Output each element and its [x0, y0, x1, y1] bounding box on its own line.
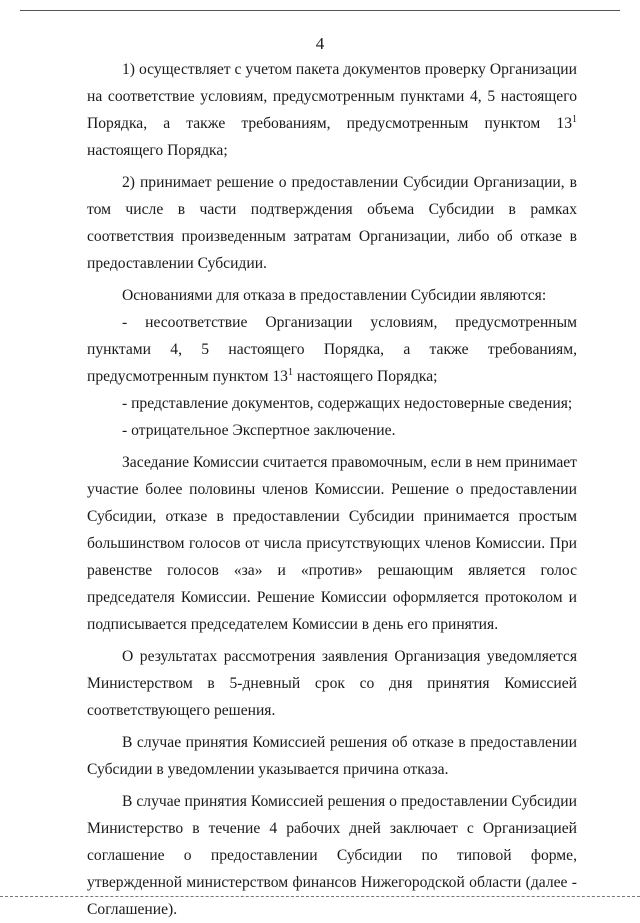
- list-item-false-documents: - представление документов, содержащих недостоверные сведения;: [122, 395, 573, 412]
- paragraph-refusal-reason: В случае принятия Комиссией решения об отказе в предоставлении Субсидии в уведомлении указывается причина отказа.: [87, 734, 577, 778]
- page-number: 4: [315, 34, 325, 53]
- paragraph-refusal-grounds: Основаниями для отказа в предоставлении Субсидии являются:: [122, 287, 547, 304]
- paragraph-check-documents: 1) осуществляет с учетом пакета документов проверку Организации на соответствие условиям, предусмотренным пунктами 4, 5 настоящего Порядка, а также требованиям, предусмотренным пунктом $13^1$ настоящего Порядка;: [87, 61, 577, 159]
- paragraph-decision: 2) принимает решение о предоставлении Субсидии Организации, в том числе в части подтверждения объема Субсидии в рамках соответствия произведенным затратам Организации, либо об отказе в предоставлении Субсидии.: [87, 174, 577, 272]
- document-body: [87, 56, 577, 923]
- top-border-line: [20, 10, 620, 11]
- list-item-noncompliance: - несоответствие Организации условиям, предусмотренным пунктами 4, 5 настоящего Порядка, а также требованиям, предусмотренным пунктом $13^1$ настоящего Порядка;: [87, 314, 577, 385]
- paragraph-agreement: В случае принятия Комиссией решения о предоставлении Субсидии Министерство в течение 4 рабочих дней заключает с Организацией соглашение о предоставлении Субсидии по типовой форме, утвержденной министерством финансов Нижегородской области (далее - Соглашение).: [87, 793, 577, 918]
- bottom-border-line: [0, 896, 640, 897]
- paragraph-commission-quorum: Заседание Комиссии считается правомочным, если в нем принимает участие более половины членов Комиссии. Решение о предоставлении Субсидии, отказе в предоставлении Субсидии принимается простым большинством голосов от числа присутствующих членов Комиссии. При равенстве голосов «за» и «против» решающим является голос председателя Комиссии. Решение Комиссии оформляется протоколом и подписывается председателем Комиссии в день его принятия.: [87, 454, 577, 633]
- paragraph-notification: О результатах рассмотрения заявления Организация уведомляется Министерством в 5-дневный срок со дня принятия Комиссией соответствующего решения.: [87, 648, 577, 719]
- list-item-negative-expert-opinion: - отрицательное Экспертное заключение.: [122, 422, 396, 439]
